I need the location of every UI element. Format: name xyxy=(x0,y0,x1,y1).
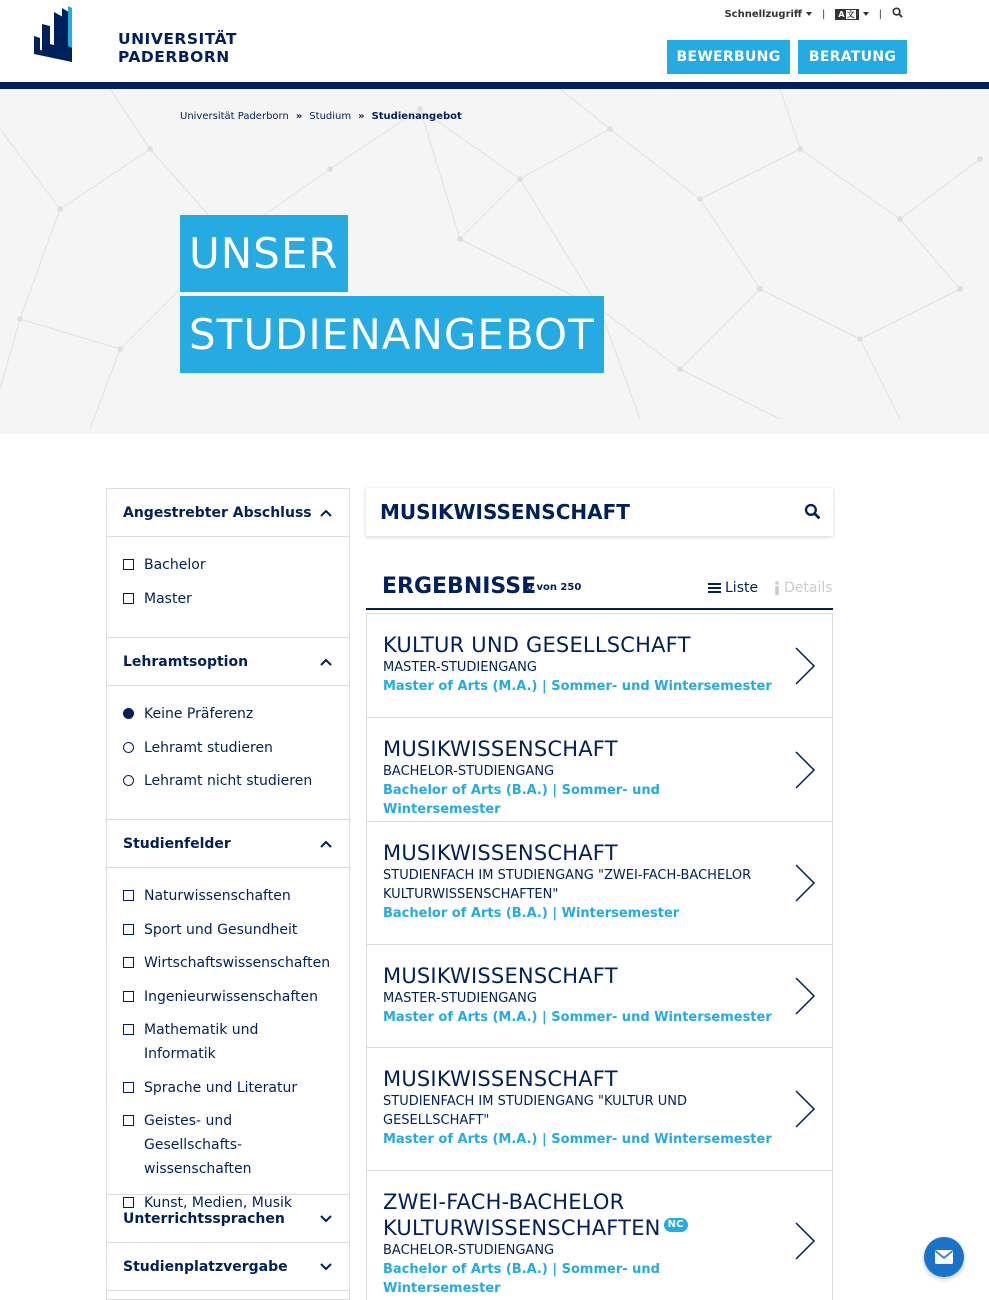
result-card[interactable] xyxy=(366,822,833,945)
filter-section-body-teaching xyxy=(107,686,349,820)
chevron-up-icon xyxy=(319,506,333,520)
filter-option-field[interactable]: Geistes- und Gesellschafts-wissenschaften xyxy=(123,1109,333,1181)
filter-section-title: Lehramtsoption xyxy=(123,653,249,670)
chevron-right-icon xyxy=(794,750,816,790)
search-icon[interactable] xyxy=(804,503,821,520)
filter-section-title: Unterrichtssprachen xyxy=(123,1210,285,1227)
filter-option-field[interactable]: Naturwissenschaften xyxy=(123,884,333,908)
filter-option-field[interactable]: Ingenieurwissenschaften xyxy=(123,985,333,1009)
chevron-right-icon xyxy=(794,1089,816,1129)
logo-line-1: UNIVERSITÄT xyxy=(118,30,238,48)
results-count: 6 von 250 xyxy=(526,582,582,593)
chevron-down-icon xyxy=(806,12,812,16)
filter-sidebar xyxy=(106,488,350,1300)
radio[interactable] xyxy=(123,775,134,786)
result-card[interactable] xyxy=(366,945,833,1048)
radio-selected[interactable] xyxy=(123,708,134,719)
result-type: MASTER-STUDIENGANG xyxy=(383,991,537,1006)
result-meta: Master of Arts (M.A.) | Sommer- und Wintersemester xyxy=(383,1010,772,1025)
result-meta: Master of Arts (M.A.) | Sommer- und Wintersemester xyxy=(383,1132,772,1147)
result-type: BACHELOR-STUDIENGANG xyxy=(383,1243,555,1258)
filter-section-body-degree xyxy=(107,537,349,638)
checkbox[interactable] xyxy=(123,957,134,968)
view-list-button[interactable]: Liste xyxy=(708,580,758,596)
logo-text xyxy=(118,30,237,66)
result-title: MUSIKWISSENSCHAFT xyxy=(383,1067,618,1091)
search-box xyxy=(366,488,833,536)
result-meta: Master of Arts (M.A.) | Sommer- und Wintersemester xyxy=(383,679,772,694)
divider: | xyxy=(878,8,882,20)
list-icon xyxy=(708,582,721,594)
result-meta: Bachelor of Arts (B.A.) | Sommer- und Wintersemester xyxy=(383,1262,660,1296)
filter-option-no-preference[interactable]: Keine Präferenz xyxy=(123,702,333,726)
filter-section-title: Studienfelder xyxy=(123,835,231,852)
quick-access-label: Schnellzugriff xyxy=(724,8,803,20)
chevron-up-icon xyxy=(319,837,333,851)
page-title-line-2: STUDIENANGEBOT xyxy=(180,296,604,373)
result-type: STUDIENFACH IM STUDIENGANG "ZWEI-FACH-BACHELOR KULTURWISSENSCHAFTEN" xyxy=(383,868,752,902)
chevron-right-icon xyxy=(794,646,816,686)
checkbox[interactable] xyxy=(123,991,134,1002)
result-meta: Bachelor of Arts (B.A.) | Wintersemester xyxy=(383,906,680,921)
checkbox[interactable] xyxy=(123,924,134,935)
filter-option-field[interactable]: Kunst, Medien, Musik xyxy=(123,1191,333,1215)
checkbox[interactable] xyxy=(123,1024,134,1035)
result-card[interactable] xyxy=(366,1048,833,1171)
checkbox[interactable] xyxy=(123,593,134,604)
result-title: ZWEI-FACH-BACHELOR KULTURWISSENSCHAFTEN NC xyxy=(383,1189,772,1241)
filter-option-teaching[interactable]: Lehramt studieren xyxy=(123,736,333,760)
breadcrumb-separator: » xyxy=(295,111,303,122)
chevron-right-icon xyxy=(794,976,816,1016)
filter-section-title: Angestrebter Abschluss xyxy=(123,504,312,521)
checkbox[interactable] xyxy=(123,890,134,901)
advice-button[interactable]: BERATUNG xyxy=(798,40,907,74)
filter-option-field[interactable]: Mathematik und Informatik xyxy=(123,1018,333,1066)
result-title: KULTUR UND GESELLSCHAFT xyxy=(383,633,691,657)
result-type: BACHELOR-STUDIENGANG xyxy=(383,764,555,779)
university-logo[interactable] xyxy=(32,6,238,66)
apply-button[interactable]: BEWERBUNG xyxy=(667,40,790,74)
results-title: ERGEBNISSE xyxy=(382,574,537,599)
result-type: STUDIENFACH IM STUDIENGANG "KULTUR UND GESELLSCHAFT" xyxy=(383,1094,687,1128)
chevron-up-icon xyxy=(319,655,333,669)
filter-option-no-teaching[interactable]: Lehramt nicht studieren xyxy=(123,769,333,793)
network-pattern xyxy=(0,89,989,434)
filter-option-master[interactable]: Master xyxy=(123,587,333,611)
breadcrumb-item-studium[interactable]: Studium xyxy=(309,111,352,122)
top-nav xyxy=(724,7,903,21)
hero-banner xyxy=(0,89,989,434)
checkbox[interactable] xyxy=(123,1115,134,1126)
result-card[interactable] xyxy=(366,613,833,718)
search-icon xyxy=(892,7,903,18)
nc-badge: NC xyxy=(664,1218,688,1232)
breadcrumb xyxy=(180,111,462,122)
checkbox[interactable] xyxy=(123,1197,134,1208)
result-title: MUSIKWISSENSCHAFT xyxy=(383,841,618,865)
contact-button[interactable] xyxy=(924,1237,964,1277)
divider: | xyxy=(822,8,826,20)
chevron-right-icon xyxy=(794,1221,816,1261)
filter-section-header-degree[interactable] xyxy=(107,489,349,537)
header-bar xyxy=(0,82,989,89)
chevron-right-icon xyxy=(794,863,816,903)
filter-section-header-teaching[interactable] xyxy=(107,638,349,686)
breadcrumb-separator: » xyxy=(358,111,365,122)
search-toggle[interactable] xyxy=(892,7,903,21)
breadcrumb-item-home[interactable]: Universität Paderborn xyxy=(180,111,289,122)
filter-option-field[interactable]: Wirtschaftswissenschaften xyxy=(123,951,333,975)
results-list xyxy=(366,613,833,1300)
result-card[interactable] xyxy=(366,1171,833,1300)
result-meta: Bachelor of Arts (B.A.) | Sommer- und Wintersemester xyxy=(383,783,660,817)
breadcrumb-item-current: Studienangebot xyxy=(371,111,462,122)
filter-section-title: Studienplatzvergabe xyxy=(123,1258,288,1275)
envelope-icon xyxy=(935,1250,953,1264)
result-type: MASTER-STUDIENGANG xyxy=(383,660,537,675)
result-card[interactable] xyxy=(366,718,833,822)
view-details-button[interactable]: Details xyxy=(774,580,833,596)
result-title: MUSIKWISSENSCHAFT xyxy=(383,964,618,988)
language-icon: A 文 xyxy=(835,9,858,20)
result-title: MUSIKWISSENSCHAFT xyxy=(383,737,618,761)
logo-icon xyxy=(32,6,112,64)
filter-option-field[interactable]: Sport und Gesundheit xyxy=(123,918,333,942)
logo-line-2: PADERBORN xyxy=(118,48,230,66)
chevron-down-icon xyxy=(319,1212,333,1226)
filter-section-header-admission[interactable] xyxy=(107,1243,349,1291)
filter-option-bachelor[interactable]: Bachelor xyxy=(123,553,333,577)
site-header xyxy=(0,0,989,82)
checkbox[interactable] xyxy=(123,1082,134,1093)
info-icon xyxy=(774,581,780,595)
quick-access-menu[interactable] xyxy=(724,9,812,20)
results-header xyxy=(366,570,833,610)
page-title-line-1: UNSER xyxy=(180,215,348,292)
checkbox[interactable] xyxy=(123,559,134,570)
search-input[interactable] xyxy=(380,500,790,524)
language-menu[interactable] xyxy=(835,9,868,20)
filter-option-field[interactable]: Sprache und Literatur xyxy=(123,1076,333,1100)
filter-section-body-fields xyxy=(107,868,349,1211)
chevron-down-icon xyxy=(319,1260,333,1274)
chevron-down-icon xyxy=(863,12,869,16)
filter-section-header-fields[interactable] xyxy=(107,820,349,868)
radio[interactable] xyxy=(123,742,134,753)
